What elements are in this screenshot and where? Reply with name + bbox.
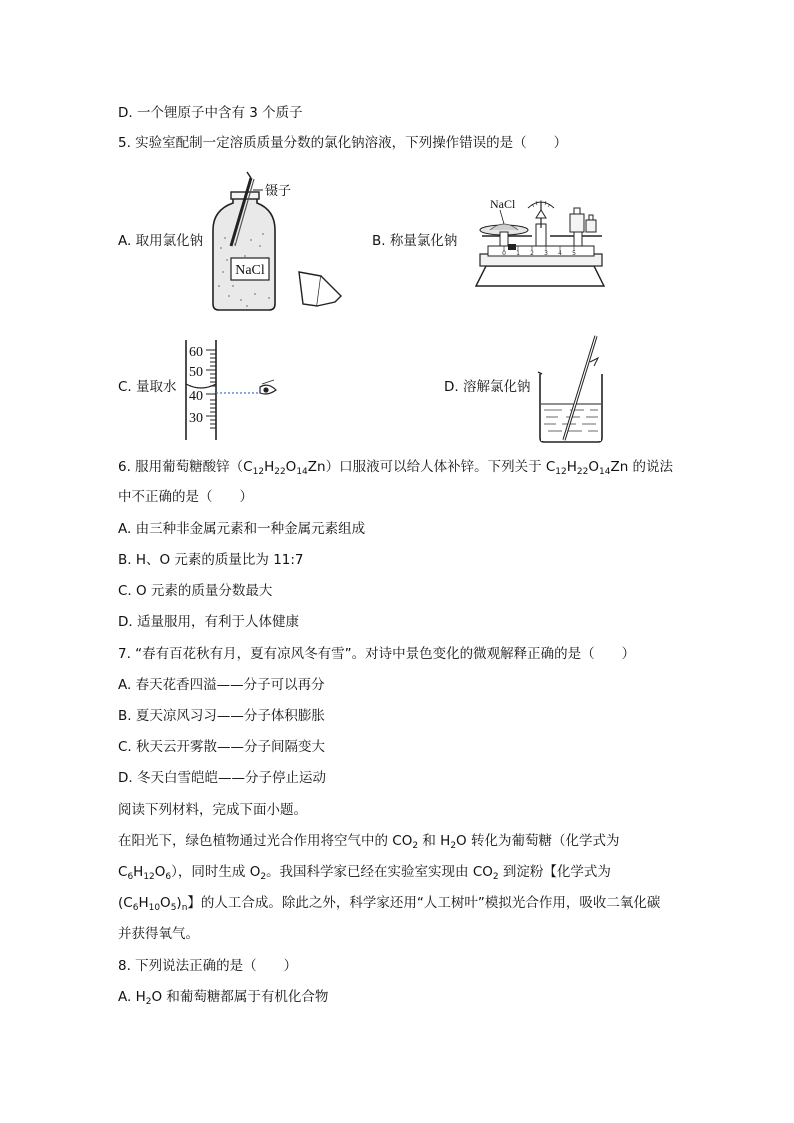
reading-intro: 阅读下列材料，完成下面小题。 bbox=[118, 802, 307, 818]
q4-option-d: D. 一个锂原子中含有 3 个质子 bbox=[118, 105, 303, 121]
scale-0: 0 bbox=[502, 250, 506, 257]
nacl-label: NaCl bbox=[490, 197, 516, 211]
q8-option-a: A. $H_2O$ 和葡萄糖都属于有机化合物 bbox=[118, 989, 329, 1007]
tick-30: 30 bbox=[189, 411, 203, 426]
tick-40: 40 bbox=[189, 389, 203, 404]
reading-line2: $C_6H_{12}O_6$），同时生成 $O_2$。我国科学家已经在实验室实现由 $CO_2$ 到淀粉【化学式为 bbox=[118, 864, 611, 882]
scale-2: 2 bbox=[530, 250, 534, 257]
eye-icon bbox=[260, 380, 276, 394]
scale-4: 4 bbox=[558, 250, 562, 257]
scale-3: 3 bbox=[544, 250, 548, 257]
bottle-label-text: NaCl bbox=[235, 263, 265, 278]
tweezers-label: 镊子 bbox=[265, 184, 292, 199]
tick-50: 50 bbox=[189, 365, 203, 380]
q6-stem-line2: 中不正确的是（ ） bbox=[118, 489, 253, 505]
tick-60: 60 bbox=[189, 345, 203, 360]
q5-option-d: D. 溶解氯化钠 bbox=[444, 379, 531, 395]
q7-option-c: C. 秋天云开雾散——分子间隔变大 bbox=[118, 739, 326, 755]
figure-graduated-cylinder bbox=[180, 338, 290, 442]
q5-stem: 5. 实验室配制一定溶质质量分数的氯化钠溶液，下列操作错误的是（ ） bbox=[118, 135, 568, 151]
q6-option-b: B. H、O 元素的质量比为 11:7 bbox=[118, 552, 304, 568]
reading-line4: 并获得氧气。 bbox=[118, 926, 199, 942]
scale-1: 1 bbox=[516, 250, 520, 257]
q8-stem: 8. 下列说法正确的是（ ） bbox=[118, 958, 298, 974]
q7-stem: 7. “春有百花秋有月，夏有凉风冬有雪”。对诗中景色变化的微观解释正确的是（ ） bbox=[118, 646, 636, 662]
figure-reagent-bottle bbox=[205, 168, 355, 318]
q6-stem-line1: 6. 服用葡萄糖酸锌$(C_{12}H_{22}O_{14}Zn)$口服液可以给人体补锌。下列关于 $C_{12}H_{22}O_{14}Zn$ 的说法 bbox=[118, 459, 674, 477]
q7-option-b: B. 夏天凉风习习——分子体积膨胀 bbox=[118, 708, 325, 724]
figure-balance bbox=[466, 188, 616, 292]
q7-option-d: D. 冬天白雪皑皑——分子停止运动 bbox=[118, 770, 326, 786]
reading-line3: $(C_6H_{10}O_5)_n$】的人工合成。除此之外，科学家还用“人工树叶”模拟光合作用，吸收二氧化碳 bbox=[118, 895, 661, 913]
figure-beaker-dissolving bbox=[536, 334, 606, 444]
q7-option-a: A. 春天花香四溢——分子可以再分 bbox=[118, 677, 325, 693]
reading-line1: 在阳光下，绿色植物通过光合作用将空气中的 $CO_2$ 和 $H_2O$ 转化为葡萄糖（化学式为 bbox=[118, 833, 620, 851]
q6-option-c: C. O 元素的质量分数最大 bbox=[118, 583, 273, 599]
q6-option-d: D. 适量服用，有利于人体健康 bbox=[118, 614, 299, 630]
scale-5: 5 bbox=[572, 250, 576, 257]
q5-option-a: A. 取用氯化钠 bbox=[118, 233, 204, 249]
q5-option-c: C. 量取水 bbox=[118, 379, 177, 395]
q5-option-b: B. 称量氯化钠 bbox=[372, 233, 458, 249]
q6-option-a: A. 由三种非金属元素和一种金属元素组成 bbox=[118, 521, 366, 537]
